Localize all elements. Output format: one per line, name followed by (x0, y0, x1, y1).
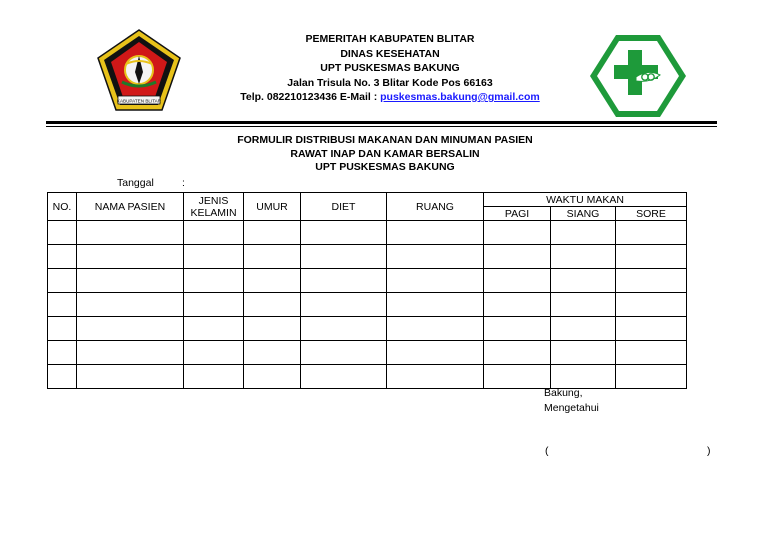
table-cell[interactable] (484, 317, 551, 341)
letterhead-divider-thin (46, 126, 717, 127)
header-phone: Telp. 082210123436 E-Mail : (240, 91, 381, 103)
table-cell[interactable] (301, 221, 387, 245)
table-cell[interactable] (184, 341, 244, 365)
signature-role: Mengetahui (544, 402, 599, 414)
header-room: RUANG (387, 193, 484, 221)
table-cell[interactable] (484, 245, 551, 269)
table-cell[interactable] (551, 365, 616, 389)
table-cell[interactable] (551, 293, 616, 317)
table-cell[interactable] (77, 269, 184, 293)
table-cell[interactable] (48, 293, 77, 317)
table-cell[interactable] (616, 365, 687, 389)
table-cell[interactable] (48, 317, 77, 341)
date-label: Tanggal (117, 177, 154, 189)
email-link[interactable]: puskesmas.bakung@gmail.com (380, 91, 540, 103)
header-noon: SIANG (551, 207, 616, 221)
table-row (48, 269, 687, 293)
signature-close-paren: ) (707, 445, 711, 457)
table-cell[interactable] (387, 317, 484, 341)
letterhead (200, 32, 580, 105)
table-cell[interactable] (484, 341, 551, 365)
table-cell[interactable] (616, 245, 687, 269)
table-row (48, 365, 687, 389)
table-row (48, 317, 687, 341)
table-cell[interactable] (184, 317, 244, 341)
table-cell[interactable] (244, 221, 301, 245)
table-cell[interactable] (616, 341, 687, 365)
date-colon: : (182, 177, 185, 189)
table-row (48, 341, 687, 365)
table-cell[interactable] (48, 269, 77, 293)
table-cell[interactable] (387, 245, 484, 269)
header-meal-time: WAKTU MAKAN (484, 193, 687, 207)
header-government: PEMERITAH KABUPATEN BLITAR (305, 33, 475, 45)
table-cell[interactable] (77, 245, 184, 269)
table-cell[interactable] (484, 221, 551, 245)
table-row (48, 221, 687, 245)
table-cell[interactable] (184, 365, 244, 389)
table-cell[interactable] (551, 341, 616, 365)
blitar-regency-emblem-icon (94, 28, 184, 114)
table-cell[interactable] (184, 269, 244, 293)
table-cell[interactable] (387, 221, 484, 245)
header-department: DINAS KESEHATAN (340, 47, 440, 60)
table-cell[interactable] (77, 341, 184, 365)
table-cell[interactable] (387, 293, 484, 317)
header-gender-line2: KELAMIN (190, 206, 237, 219)
table-cell[interactable] (48, 365, 77, 389)
table-cell[interactable] (484, 269, 551, 293)
header-gender (184, 193, 244, 221)
header-contact (200, 90, 580, 105)
form-title (160, 134, 610, 175)
header-no: NO. (48, 193, 77, 221)
signature-open-paren: ( (545, 445, 549, 457)
table-cell[interactable] (551, 269, 616, 293)
header-unit: UPT PUSKESMAS BAKUNG (320, 62, 460, 74)
form-title-line3: UPT PUSKESMAS BAKUNG (315, 161, 455, 173)
signature-place: Bakung, (544, 387, 583, 399)
table-cell[interactable] (551, 221, 616, 245)
emblem-text: KABUPATEN BLITAR (116, 98, 162, 104)
table-cell[interactable] (244, 317, 301, 341)
table-cell[interactable] (301, 245, 387, 269)
table-cell[interactable] (616, 221, 687, 245)
puskesmas-logo-icon (588, 33, 688, 119)
table-row (48, 245, 687, 269)
table-cell[interactable] (244, 269, 301, 293)
table-cell[interactable] (551, 245, 616, 269)
table-cell[interactable] (244, 341, 301, 365)
table-cell[interactable] (48, 341, 77, 365)
header-age: UMUR (244, 193, 301, 221)
header-diet: DIET (301, 193, 387, 221)
table-cell[interactable] (387, 365, 484, 389)
form-title-line2: RAWAT INAP DAN KAMAR BERSALIN (290, 147, 480, 160)
table-cell[interactable] (77, 293, 184, 317)
table-cell[interactable] (616, 317, 687, 341)
table-cell[interactable] (184, 245, 244, 269)
table-cell[interactable] (48, 245, 77, 269)
letterhead-divider-thick (46, 121, 717, 124)
distribution-table (47, 192, 687, 389)
table-cell[interactable] (184, 221, 244, 245)
table-cell[interactable] (551, 317, 616, 341)
table-cell[interactable] (301, 317, 387, 341)
table-cell[interactable] (301, 293, 387, 317)
table-cell[interactable] (77, 221, 184, 245)
table-cell[interactable] (616, 293, 687, 317)
header-patient-name: NAMA PASIEN (77, 193, 184, 221)
table-cell[interactable] (244, 293, 301, 317)
table-cell[interactable] (244, 245, 301, 269)
table-cell[interactable] (616, 269, 687, 293)
form-title-line1: FORMULIR DISTRIBUSI MAKANAN DAN MINUMAN PASIEN (237, 134, 533, 146)
table-row (48, 293, 687, 317)
table-header-row (48, 193, 687, 207)
table-cell[interactable] (48, 221, 77, 245)
table-cell[interactable] (484, 365, 551, 389)
table-cell[interactable] (184, 293, 244, 317)
table-cell[interactable] (77, 365, 184, 389)
header-address: Jalan Trisula No. 3 Blitar Kode Pos 66163 (287, 76, 493, 89)
table-cell[interactable] (77, 317, 184, 341)
table-cell[interactable] (387, 269, 484, 293)
table-cell[interactable] (301, 269, 387, 293)
table-cell[interactable] (301, 341, 387, 365)
header-morning: PAGI (484, 207, 551, 221)
table-cell[interactable] (484, 293, 551, 317)
table-cell[interactable] (387, 341, 484, 365)
header-gender-line1: JENIS (198, 194, 229, 207)
header-evening: SORE (616, 207, 687, 221)
table-cell[interactable] (244, 365, 301, 389)
table-cell[interactable] (301, 365, 387, 389)
